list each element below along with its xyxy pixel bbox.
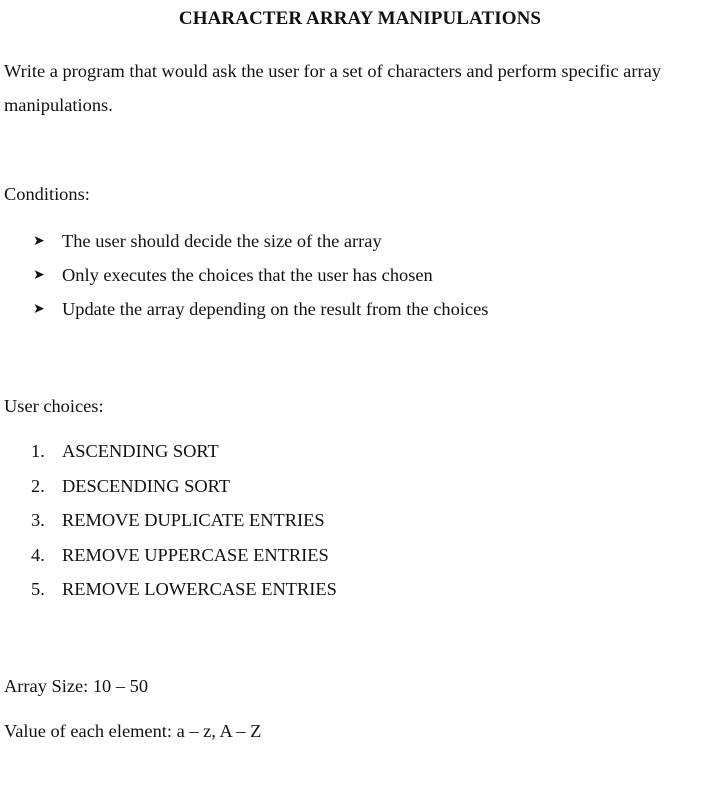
conditions-list [33,231,488,333]
choice-item [31,476,337,511]
arrowhead-bullet-icon: ➤ [33,234,45,249]
choice-number: 4. [31,544,45,565]
user-choices-list [31,441,337,614]
condition-item [33,299,488,333]
array-size-text: Array Size: 10 – 50 [4,676,149,696]
choice-number: 1. [31,441,45,461]
user-choices-label: User choices: [4,396,104,416]
choice-number: 3. [31,510,45,530]
choice-number: 2. [31,475,45,496]
choice-number: 5. [31,579,45,599]
condition-item [33,231,488,265]
conditions-label: Conditions: [4,184,90,204]
choice-item [31,441,337,476]
arrowhead-bullet-icon: ➤ [33,268,45,283]
choice-text: ASCENDING SORT [62,441,219,461]
choice-text: DESCENDING SORT [62,475,230,496]
choice-text: REMOVE LOWERCASE ENTRIES [62,579,337,599]
choice-item [31,545,337,580]
element-value-text: Value of each element: a – z, A – Z [4,721,262,741]
intro-paragraph: Write a program that would ask the user for a set of characters and perform specific array manipulations. [4,61,661,115]
choice-item [31,579,337,614]
arrowhead-bullet-icon: ➤ [33,302,45,317]
choice-text: REMOVE DUPLICATE ENTRIES [62,510,325,530]
choice-text: REMOVE UPPERCASE ENTRIES [62,544,329,565]
condition-text: Update the array depending on the result from the choices [62,299,489,319]
condition-text: The user should decide the size of the array [62,231,382,251]
condition-text: Only executes the choices that the user has chosen [62,265,433,285]
choice-item [31,510,337,545]
page-title: CHARACTER ARRAY MANIPULATIONS [178,8,542,29]
condition-item [33,265,488,299]
